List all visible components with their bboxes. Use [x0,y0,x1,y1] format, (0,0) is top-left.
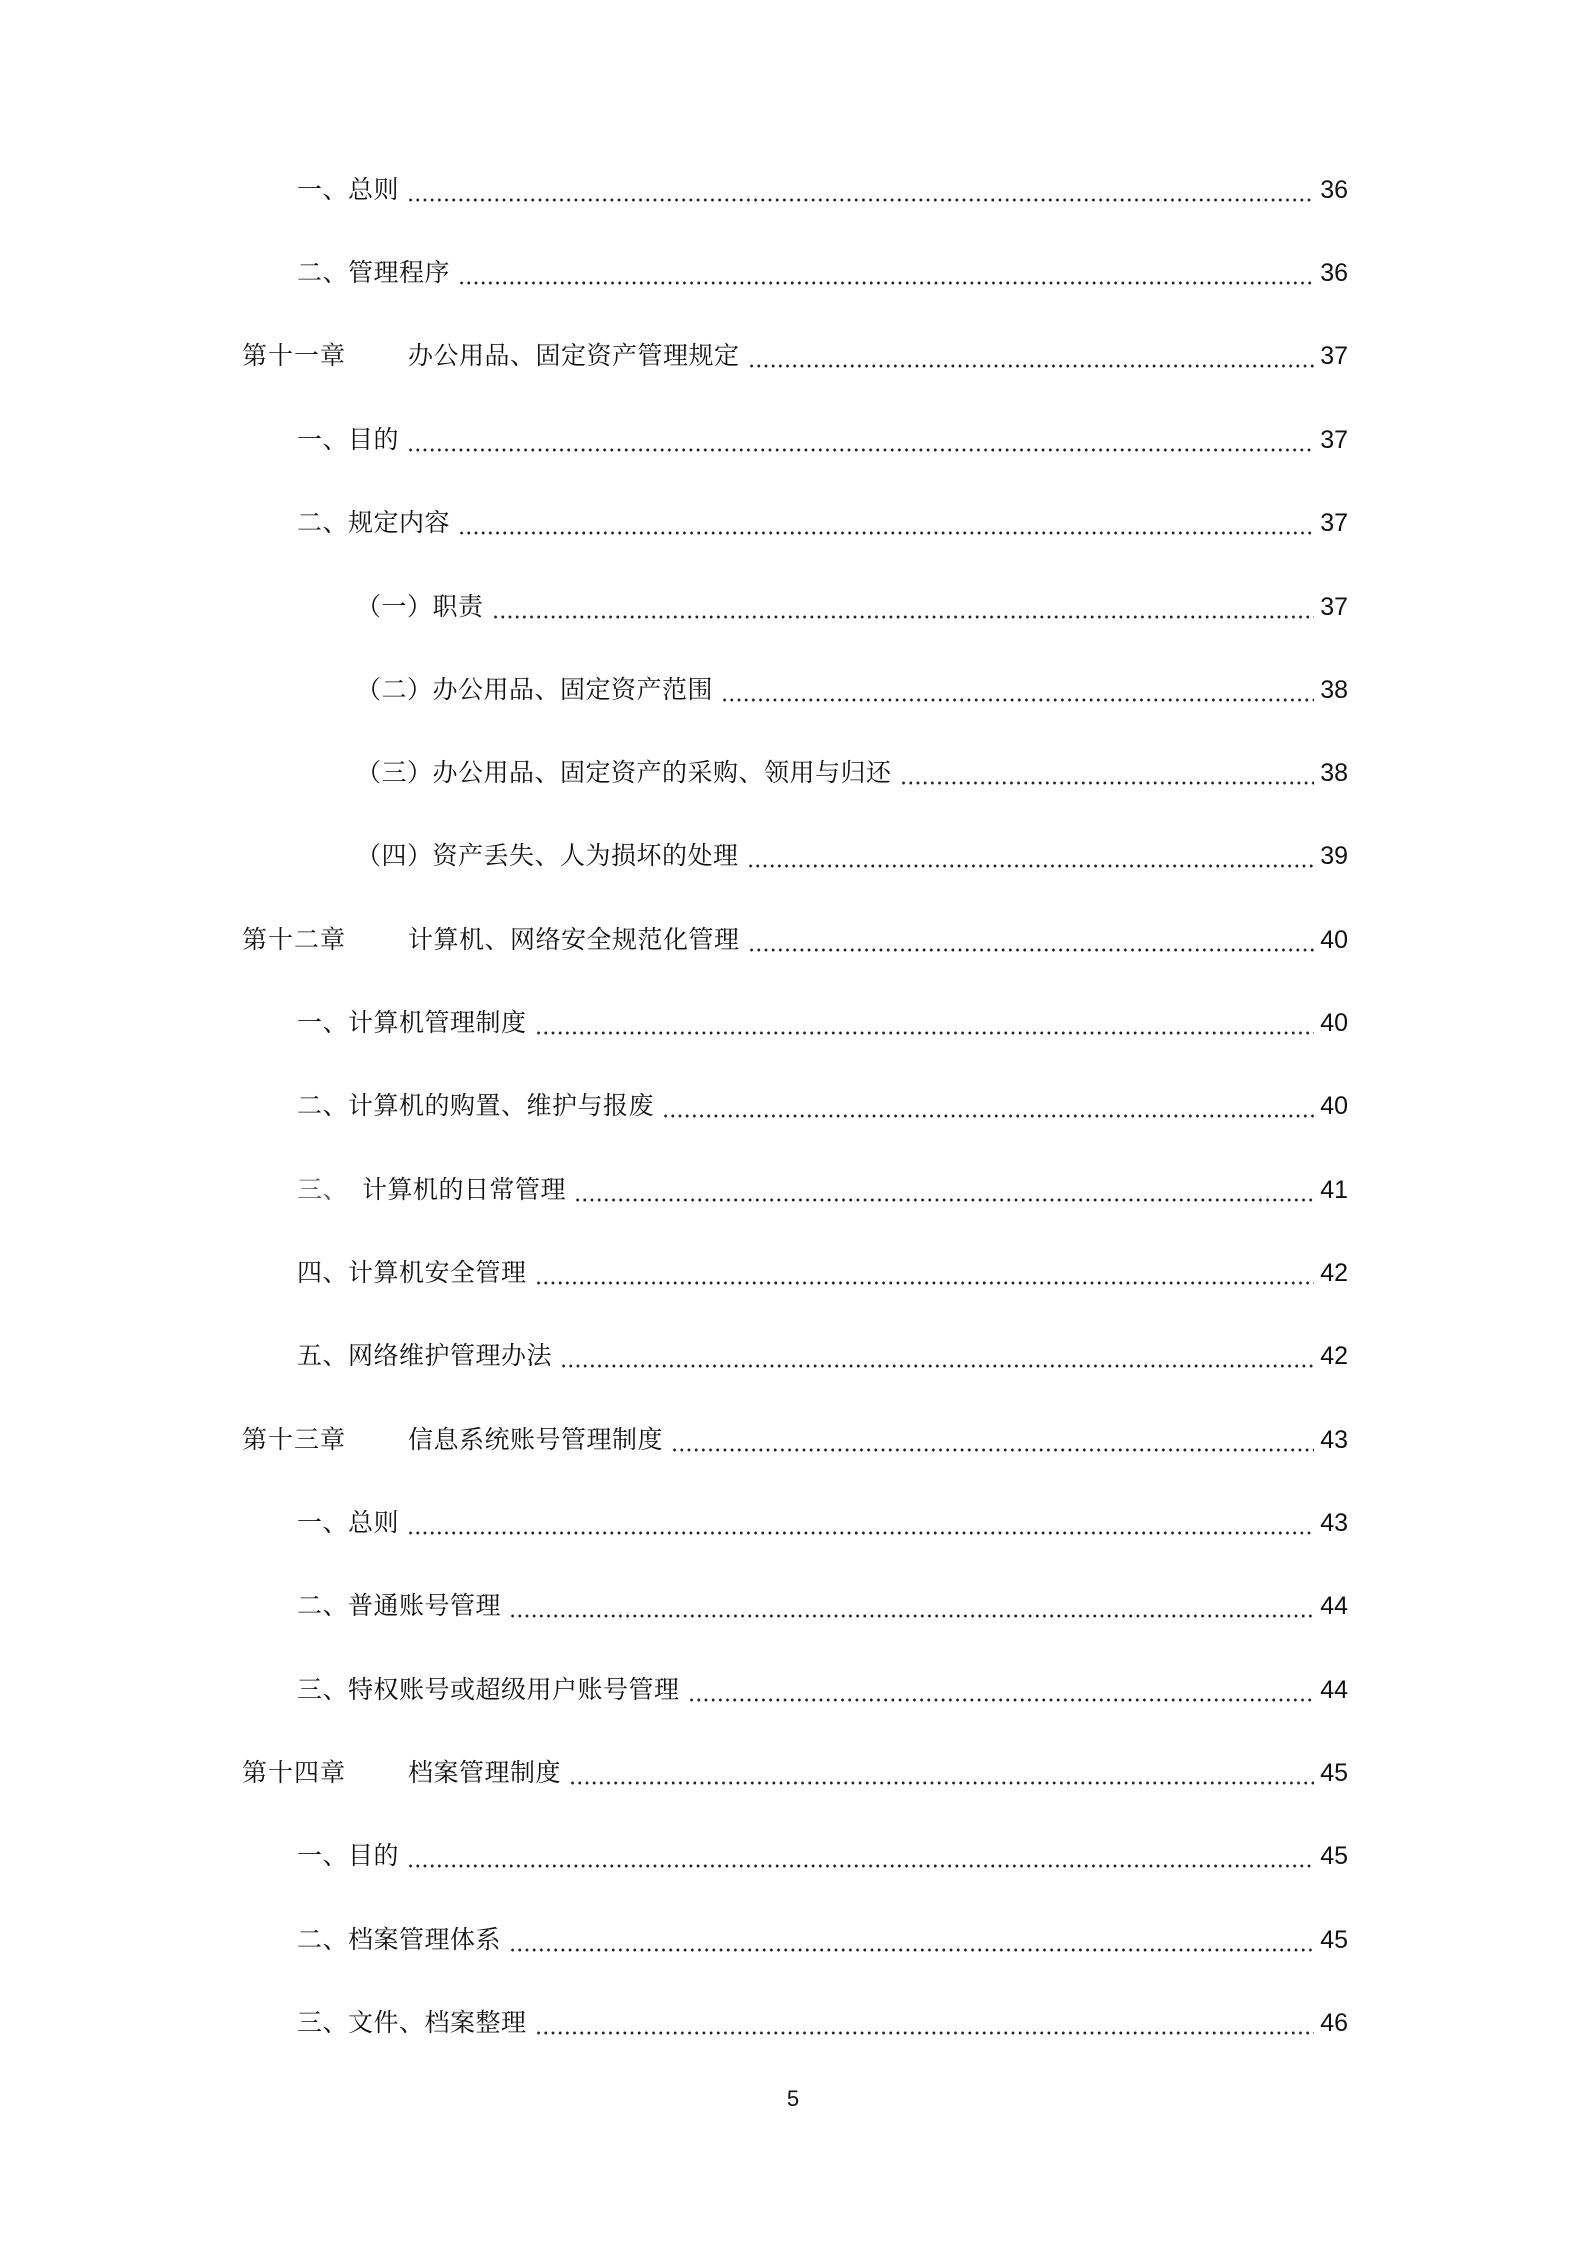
toc-entry-title: 计算机、网络安全规范化管理 [408,925,740,954]
dot-leader [569,1753,1314,1793]
dot-leader [535,1003,1314,1043]
toc-entry-title: 一、总则 [297,1508,400,1537]
toc-entry-title: （三）办公用品、固定资产的采购、领用与归还 [356,758,892,787]
toc-entry-page: 44 [1320,1592,1348,1620]
page-number: 5 [786,2086,800,2111]
dot-leader [748,336,1314,376]
toc-entry-title: 三、特权账号或超级用户账号管理 [297,1675,680,1704]
toc-entry[interactable] [0,420,1586,460]
toc-chapter-entry[interactable] [0,920,1586,960]
dot-leader [662,1086,1314,1126]
dot-leader [492,587,1314,627]
toc-entry-page: 36 [1320,259,1348,287]
dot-leader [535,2003,1314,2043]
toc-entry-title [297,1170,566,1210]
toc-subentry[interactable] [0,587,1586,627]
toc-entry[interactable] [0,1086,1586,1126]
toc-entry[interactable] [0,1920,1586,1960]
toc-entry-title: 档案管理制度 [408,1758,562,1787]
toc-entry-title: 五、网络维护管理办法 [297,1341,553,1370]
toc-chapter-entry[interactable] [0,1420,1586,1460]
dot-leader [407,420,1314,460]
toc-entry[interactable] [0,1336,1586,1376]
toc-entry-title: 四、计算机安全管理 [297,1258,527,1287]
toc-entry-title: （四）资产丢失、人为损坏的处理 [356,841,739,870]
toc-entry-prefix: 三、 [297,1175,349,1204]
chapter-number: 第十四章 [242,1758,347,1787]
toc-chapter-entry[interactable] [0,1753,1586,1793]
toc-entry[interactable] [0,170,1586,210]
toc-entry-page: 40 [1320,926,1348,954]
toc-entry[interactable] [0,253,1586,293]
toc-entry-title: 一、总则 [297,175,400,204]
toc-entry-page: 39 [1320,842,1348,870]
toc-entry-page: 38 [1320,759,1348,787]
dot-leader [407,1503,1314,1543]
toc-subentry[interactable] [0,670,1586,710]
chapter-number: 第十一章 [242,341,347,370]
chapter-number: 第十三章 [242,1425,347,1454]
toc-entry[interactable] [0,503,1586,543]
dot-leader [688,1670,1314,1710]
dot-leader [458,253,1314,293]
toc-entry[interactable] [0,1253,1586,1293]
toc-entry-title: 一、目的 [297,425,400,454]
toc-entry-title: 二、规定内容 [297,508,451,537]
toc-entry-page: 43 [1320,1426,1348,1454]
dot-leader [509,1920,1314,1960]
toc-entry[interactable] [0,1503,1586,1543]
toc-entry-title: （二）办公用品、固定资产范围 [356,675,714,704]
dot-leader [407,170,1314,210]
toc-entry[interactable] [0,1003,1586,1043]
toc-entry[interactable] [0,2003,1586,2043]
dot-leader [747,836,1314,876]
dot-leader [458,503,1314,543]
toc-entry-label: 计算机的日常管理 [362,1175,567,1204]
toc-entry-title: 一、目的 [297,1841,400,1870]
toc-entry-page: 40 [1320,1092,1348,1120]
toc-entry-page: 45 [1320,1842,1348,1870]
toc-entry-page: 37 [1320,342,1348,370]
toc-entry-page: 42 [1320,1259,1348,1287]
toc-entry-title: 二、普通账号管理 [297,1591,502,1620]
dot-leader [509,1586,1314,1626]
toc-entry-title: 信息系统账号管理制度 [408,1425,664,1454]
toc-entry-title: 二、计算机的购置、维护与报废 [297,1091,655,1120]
toc-entry-title: （一）职责 [356,592,484,621]
toc-entry-page: 45 [1320,1926,1348,1954]
chapter-number: 第十二章 [242,925,347,954]
toc-entry-page: 37 [1320,593,1348,621]
toc-entry-page: 37 [1320,426,1348,454]
toc-entry[interactable] [0,1170,1586,1210]
dot-leader [535,1253,1314,1293]
toc-entry-page: 38 [1320,676,1348,704]
toc-entry[interactable] [0,1836,1586,1876]
toc-entry-title: 二、档案管理体系 [297,1925,502,1954]
toc-entry-page: 43 [1320,1509,1348,1537]
toc-entry-page: 36 [1320,176,1348,204]
dot-leader [574,1170,1314,1210]
toc-chapter-entry[interactable] [0,336,1586,376]
toc-subentry[interactable] [0,753,1586,793]
dot-leader [560,1336,1314,1376]
dot-leader [407,1836,1314,1876]
toc-subentry[interactable] [0,836,1586,876]
toc-entry-page: 42 [1320,1342,1348,1370]
dot-leader [671,1420,1314,1460]
toc-entry-title: 二、管理程序 [297,258,451,287]
toc-entry-page: 44 [1320,1676,1348,1704]
toc-entry-page: 37 [1320,509,1348,537]
toc-entry-page: 41 [1320,1176,1348,1204]
toc-entry-title: 一、计算机管理制度 [297,1008,527,1037]
toc-entry[interactable] [0,1670,1586,1710]
toc-entry-page: 46 [1320,2009,1348,2037]
dot-leader [748,920,1314,960]
toc-entry[interactable] [0,1586,1586,1626]
dot-leader [900,753,1314,793]
toc-entry-page: 45 [1320,1759,1348,1787]
toc-entry-page: 40 [1320,1009,1348,1037]
toc-entry-title: 三、文件、档案整理 [297,2008,527,2037]
toc-entry-title: 办公用品、固定资产管理规定 [408,341,740,370]
dot-leader [721,670,1314,710]
